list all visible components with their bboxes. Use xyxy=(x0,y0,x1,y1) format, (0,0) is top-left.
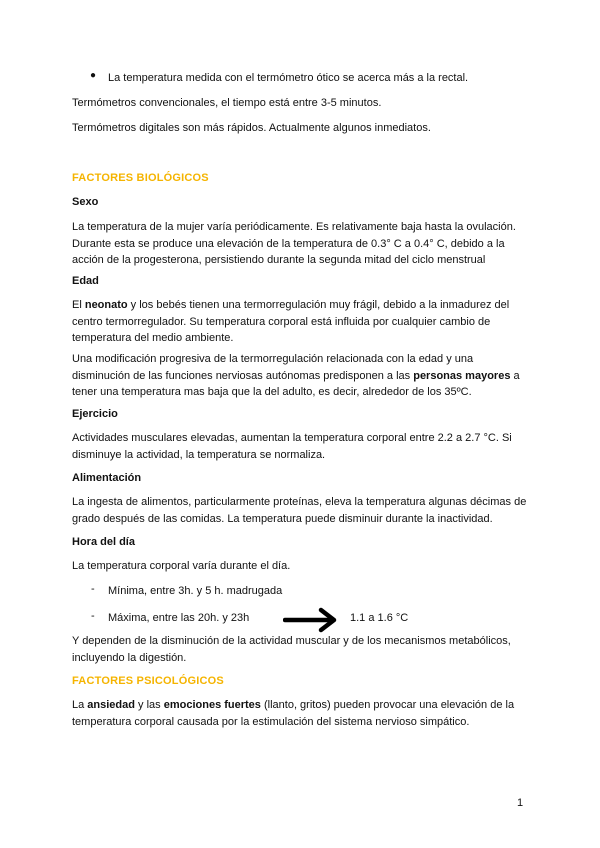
heading-edad: Edad xyxy=(72,275,99,287)
section-heading-psychological: FACTORES PSICOLÓGICOS xyxy=(72,675,224,687)
right-arrow-icon xyxy=(283,605,339,635)
heading-ejercicio: Ejercicio xyxy=(72,408,118,420)
paragraph-sexo: La temperatura de la mujer varía periódicamente. Es relativamente baja hasta la ovulación. Durante esta se produce una elevación de la temperatura de 0.3° C a 0.4° C, debido a la acción de la progesterona, persistiendo durante la segunda mitad del ciclo menstrual xyxy=(72,221,516,266)
heading-sexo: Sexo xyxy=(72,196,99,208)
paragraph-conventional-thermometers: Termómetros convencionales, el tiempo está entre 3-5 minutos. xyxy=(72,97,382,109)
bold-personas-mayores: personas mayores xyxy=(413,369,511,382)
list-item-minima: Mínima, entre 3h. y 5 h. madrugada xyxy=(108,585,283,597)
paragraph-edad-neonato: El neonato y los bebés tienen una termorregulación muy frágil, debido a la inmadurez del centro termorregulador. Su temperatura corporal está influida por cualquier cambio de temperatura del medio ambiente. xyxy=(72,299,510,344)
bullet-item-otico: La temperatura medida con el termómetro ótico se acerca más a la rectal. xyxy=(108,72,469,84)
paragraph-alimentacion: La ingesta de alimentos, particularmente proteínas, eleva la temperatura algunas décimas de grado después de las comidas. La temperatura puede disminuir durante la inactividad. xyxy=(72,496,527,525)
page-number: 1 xyxy=(517,797,524,809)
temperature-range-value: 1.1 a 1.6 °C xyxy=(350,612,409,624)
paragraph-psicologicos: La ansiedad y las emociones fuertes (llanto, gritos) pueden provocar una elevación de la temperatura corporal causada por la estimulación del sistema nervioso simpático. xyxy=(72,699,515,728)
section-heading-biological: FACTORES BIOLÓGICOS xyxy=(72,172,209,184)
heading-hora-del-dia: Hora del día xyxy=(72,536,135,548)
list-dash-maxima: - xyxy=(91,610,95,622)
bold-neonato: neonato xyxy=(84,299,128,311)
paragraph-edad-mayores: Una modificación progresiva de la termorregulación relacionada con la edad y una disminución de las funciones nerviosas autónomas predisponen a las personas mayores a tener una temperatura mas baja que la del adulto, es decir, alrededor de los 35ºC. xyxy=(72,353,520,398)
paragraph-hora-del-dia: La temperatura corporal varía durante el día. xyxy=(72,560,291,572)
heading-alimentacion: Alimentación xyxy=(72,472,142,484)
bold-ansiedad: ansiedad xyxy=(87,699,135,711)
paragraph-dependen: Y dependen de la disminución de la actividad muscular y de los mecanismos metabólicos, incluyendo la digestión. xyxy=(72,635,511,664)
list-dash-minima: - xyxy=(91,583,95,595)
list-item-maxima: Máxima, entre las 20h. y 23h xyxy=(108,612,250,624)
paragraph-ejercicio: Actividades musculares elevadas, aumentan la temperatura corporal entre 2.2 a 2.7 °C. Si disminuye la actividad, la temperatura se normaliza. xyxy=(72,432,512,461)
bullet-dot-icon: ● xyxy=(90,70,97,81)
bold-emociones-fuertes: emociones fuertes xyxy=(163,699,261,711)
paragraph-digital-thermometers: Termómetros digitales son más rápidos. Actualmente algunos inmediatos. xyxy=(72,122,431,134)
